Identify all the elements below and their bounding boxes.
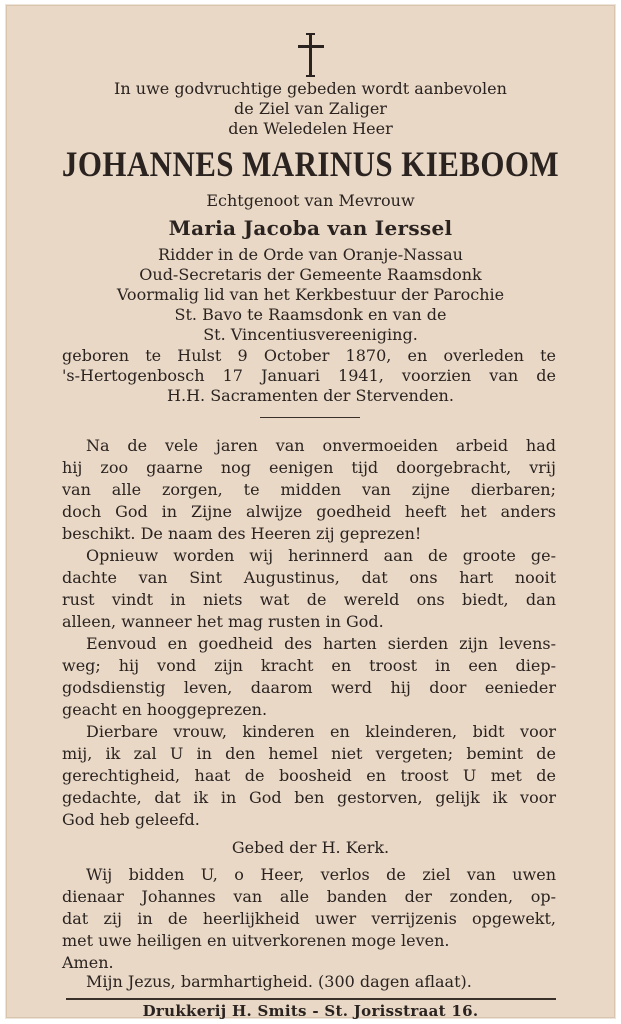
body-line: doch God in Zijne alwijze goedheid heeft het anders [62, 502, 556, 521]
title-line-2: Oud-Secretaris der Gemeente Raamsdonk [139, 265, 482, 284]
prayer-line: Wij bidden U, o Heer, verlos de ziel van uwen [86, 865, 556, 884]
footer-rule [66, 998, 556, 1000]
body-line: godsdienstig leven, daarom werd hij door eenieder [62, 678, 556, 697]
printer-credit: Drukkerij H. Smits - St. Jorisstraat 16. [142, 1002, 479, 1020]
body-line: hij zoo gaarne nog eenigen tijd doorgebracht, vrij [62, 458, 556, 477]
body-line: Dierbare vrouw, kinderen en kleinderen, bidt voor [86, 722, 556, 741]
title-line-4: St. Bavo te Raamsdonk en van de [174, 305, 447, 324]
body-line: beschikt. De naam des Heeren zij geprezen! [62, 524, 422, 543]
dates-line-2: 's-Hertogenbosch 17 Januari 1941, voorzien van de [62, 366, 556, 385]
spouse-intro: Echtgenoot van Mevrouw [206, 191, 415, 210]
dates-line-3: H.H. Sacramenten der Stervenden. [167, 386, 454, 405]
body-line: rust vindt in niets wat de wereld ons biedt, dan [62, 590, 556, 609]
prayer-line: met uwe heiligen en uitverkorenen moge leven. [62, 931, 450, 950]
body-line: Eenvoud en goedheid des harten sierden zijn levens- [86, 634, 556, 653]
cross-icon [296, 33, 326, 79]
body-line: mij, ik zal U in den hemel niet vergeten; bemint de [62, 744, 556, 763]
ejaculation: Mijn Jezus, barmhartigheid. (300 dagen aflaat). [86, 972, 472, 991]
memorial-card [6, 5, 615, 1018]
prayer-line: dat zij in de heerlijkheid uwer verrijzenis opgewekt, [62, 909, 556, 928]
title-line-5: St. Vincentiusvereeniging. [203, 325, 418, 344]
heading-line-2: de Ziel van Zaliger [234, 99, 387, 118]
prayer-title: Gebed der H. Kerk. [231, 838, 390, 857]
body-line: geacht en hooggeprezen. [62, 700, 268, 719]
body-line: alleen, wanneer het mag rusten in God. [62, 612, 384, 631]
heading-line-1: In uwe godvruchtige gebeden wordt aanbevolen [114, 79, 507, 98]
title-line-3: Voormalig lid van het Kerkbestuur der Parochie [116, 285, 505, 304]
body-line: God heb geleefd. [62, 810, 200, 829]
title-line-1: Ridder in de Orde van Oranje-Nassau [158, 245, 463, 264]
spouse-name: Maria Jacoba van Ierssel [168, 216, 453, 240]
body-line: Opnieuw worden wij herinnerd aan de groote ge- [86, 546, 556, 565]
prayer-line: Amen. [62, 953, 114, 972]
body-line: Na de vele jaren van onvermoeiden arbeid had [86, 436, 556, 455]
body-line: gedachte, dat ik in God ben gestorven, gelijk ik voor [62, 788, 556, 807]
body-line: dachte van Sint Augustinus, dat ons hart nooit [62, 568, 556, 587]
dates-line-1: geboren te Hulst 9 October 1870, en overleden te [62, 346, 556, 365]
body-line: gerechtigheid, haat de boosheid en troost U met de [62, 766, 556, 785]
heading-line-3: den Weledelen Heer [228, 119, 393, 138]
deceased-name: JOHANNES MARINUS KIEBOOM [61, 144, 560, 184]
separator-rule [260, 417, 360, 418]
prayer-line: dienaar Johannes van alle banden der zonden, op- [62, 887, 556, 906]
body-line: weg; hij vond zijn kracht en troost in een diep- [62, 656, 556, 675]
body-line: van alle zorgen, te midden van zijne dierbaren; [62, 480, 556, 499]
